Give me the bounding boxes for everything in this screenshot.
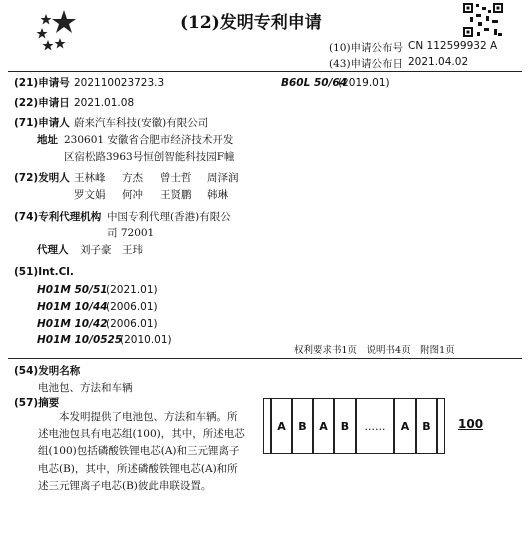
cell-a: A [313, 398, 334, 454]
applicant-name: 蔚来汽车科技(安徽)有限公司 [74, 117, 209, 129]
address-line-2: 区宿松路3963号恒创智能科技园F幢 [64, 151, 235, 163]
inventor-name: 曾士哲 [160, 172, 192, 184]
qr-code-icon [462, 2, 504, 38]
header-divider [8, 71, 522, 72]
address-label: 地址 [37, 134, 58, 146]
abstract-label: (57)摘要 [14, 397, 60, 409]
publication-date-label: (43)申请公布日 [329, 58, 404, 70]
intcl-code: H01M 10/44 [37, 301, 108, 313]
address-line-1: 230601 安徽省合肥市经济技术开发 [64, 134, 234, 146]
end-plate [437, 398, 445, 454]
invention-name-label: (54)发明名称 [14, 365, 81, 377]
application-date: 2021.01.08 [74, 97, 135, 109]
inventors-label: (72)发明人 [14, 172, 70, 184]
invention-name: 电池包、方法和车辆 [38, 382, 133, 394]
ipc-main-year: (2019.01) [338, 77, 390, 89]
agents-label: 代理人 [37, 244, 69, 256]
intcl-year: (2006.01) [106, 318, 158, 330]
inventor-name: 王贤鹏 [160, 189, 192, 201]
inventor-name: 周泽润 [207, 172, 239, 184]
inventor-name: 罗文娟 [74, 189, 106, 201]
publication-number-label: (10)申请公布号 [329, 42, 404, 54]
agency-name-line-2: 司 72001 [107, 227, 155, 239]
ipc-main-code: B60L 50/64 [281, 77, 348, 89]
agency-label: (74)专利代理机构 [14, 211, 102, 223]
intcl-code: H01M 10/0525 [37, 334, 123, 346]
document-title: (12)发明专利申请 [180, 13, 322, 33]
pages-note: 权利要求书1页 说明书4页 附图1页 [294, 345, 455, 356]
cell-b: B [292, 398, 313, 454]
publication-number: CN 112599932 A [408, 40, 498, 52]
application-date-label: (22)申请日 [14, 97, 70, 109]
end-plate [263, 398, 271, 454]
cell-a: A [394, 398, 416, 454]
intcl-code: H01M 50/51 [37, 284, 108, 296]
intcl-year: (2010.01) [120, 334, 172, 346]
applicant-label: (71)申请人 [14, 117, 70, 129]
cell-b: B [416, 398, 437, 454]
intcl-year: (2021.01) [106, 284, 158, 296]
inventor-name: 方杰 [122, 172, 143, 184]
cell-ellipsis: ...... [356, 398, 394, 454]
battery-cell-group-diagram [263, 398, 445, 454]
intcl-year: (2006.01) [106, 301, 158, 313]
publication-date: 2021.04.02 [408, 56, 469, 68]
application-number-label: (21)申请号 [14, 77, 70, 89]
agency-name-line-1: 中国专利代理(香港)有限公 [107, 211, 231, 223]
application-number: 202110023723.3 [74, 77, 165, 89]
figure-reference-label: 100 [458, 417, 484, 431]
agents-names: 刘子豪 王玮 [80, 244, 143, 256]
cell-b: B [334, 398, 356, 454]
abstract-text: 本发明提供了电池包、方法和车辆。所述电池包具有电芯组(100)，其中，所述电芯组(100)包括磷酸铁锂电芯(A)和三元锂离子电芯(B)，其中，所述磷酸铁锂电芯(A)和所述三元锂离子电芯(B)彼此串联设置。 [38, 411, 245, 492]
inventor-name: 王林峰 [74, 172, 106, 184]
intcl-code: H01M 10/42 [37, 318, 108, 330]
section-divider [8, 358, 522, 359]
inventor-name: 何冲 [122, 189, 143, 201]
cell-a: A [271, 398, 292, 454]
national-emblem-stars-icon [34, 6, 84, 52]
intcl-label: (51)Int.Cl. [14, 266, 74, 278]
inventor-name: 韩琳 [207, 189, 228, 201]
